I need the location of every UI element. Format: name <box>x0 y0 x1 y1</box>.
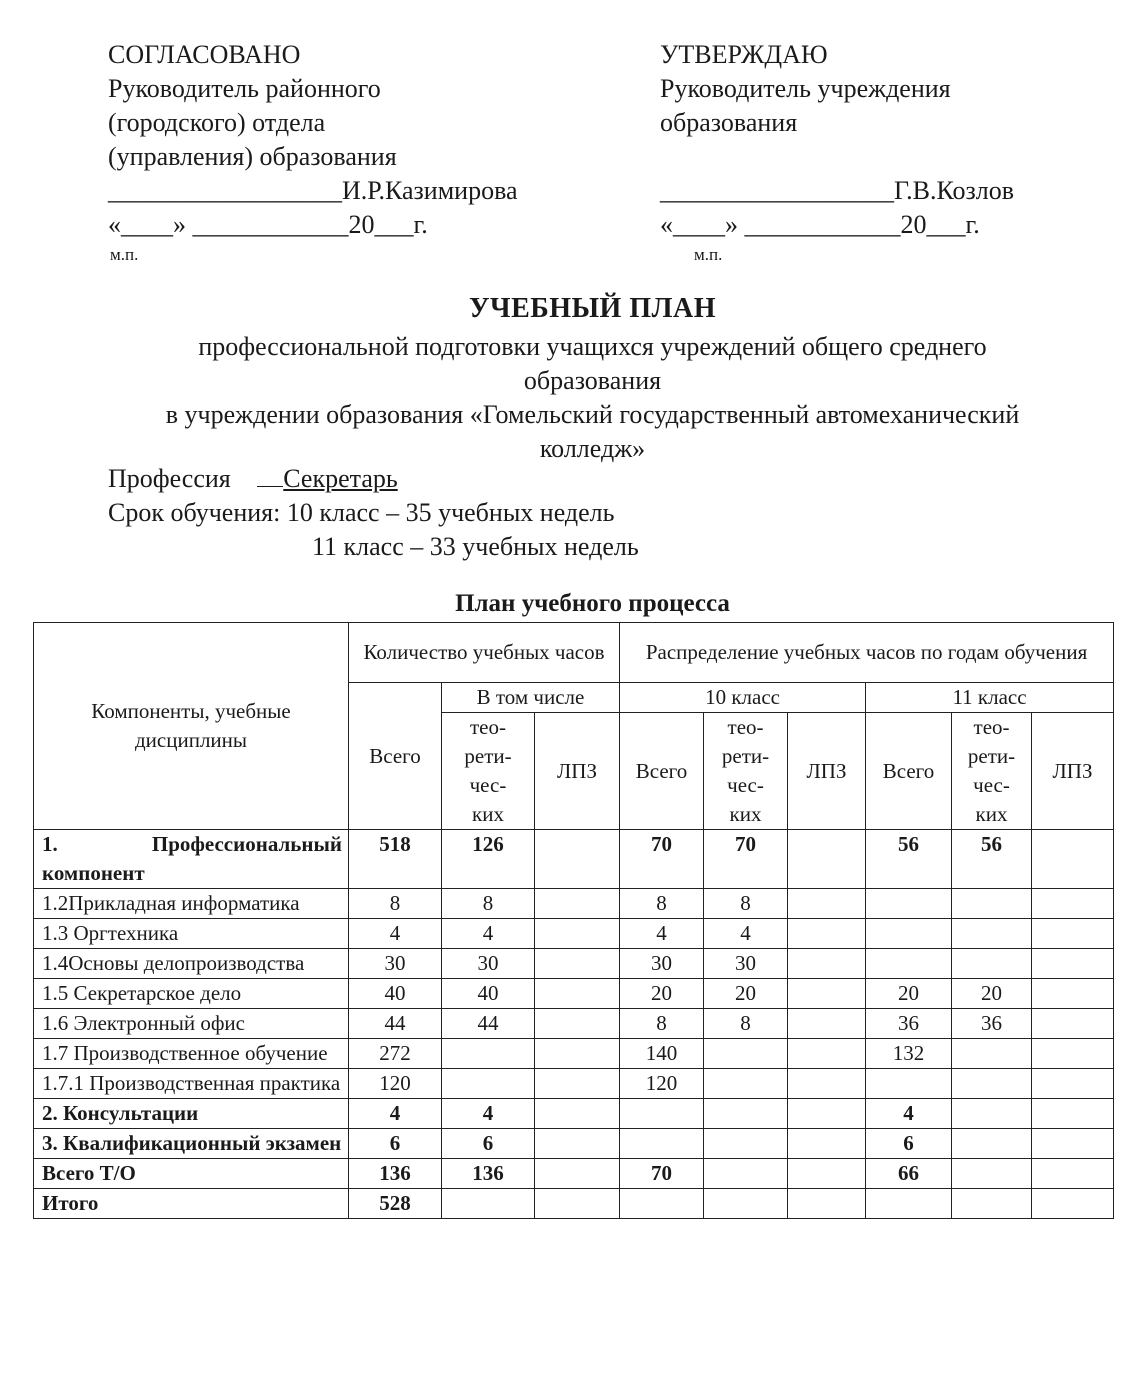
approval-right-line: Руководитель учреждения <box>660 74 951 103</box>
row-cell <box>1032 1009 1114 1039</box>
row-cell <box>535 1129 620 1159</box>
row-cell <box>535 1099 620 1129</box>
row-cell: 136 <box>349 1159 442 1189</box>
table-row <box>34 1099 1114 1129</box>
row-cell: 40 <box>349 979 442 1009</box>
row-cell <box>866 919 952 949</box>
row-discipline-name: 1.7 Производственное обучение <box>34 1039 349 1069</box>
approval-right-stamp: м.п. <box>694 245 723 264</box>
row-cell: 20 <box>704 979 788 1009</box>
header-qty-lpz: ЛПЗ <box>535 713 620 830</box>
row-cell <box>952 1099 1032 1129</box>
header-qty-total: Всего <box>349 683 442 830</box>
subtitle-line: образования <box>523 366 662 395</box>
row-cell: 30 <box>620 949 704 979</box>
row-cell: 4 <box>866 1099 952 1129</box>
header-g11-total: Всего <box>866 713 952 830</box>
row-discipline-name: 1.6 Электронный офис <box>34 1009 349 1039</box>
approval-left-date: «____» ____________20___г. <box>108 210 428 239</box>
row-cell: 70 <box>620 1159 704 1189</box>
row-cell: 518 <box>349 830 442 889</box>
row-cell: 528 <box>349 1189 442 1219</box>
row-cell <box>535 979 620 1009</box>
row-cell <box>1032 979 1114 1009</box>
row-cell <box>952 1129 1032 1159</box>
row-cell <box>952 1069 1032 1099</box>
row-cell: 8 <box>620 1009 704 1039</box>
row-cell <box>535 949 620 979</box>
row-discipline-name: 1.2Прикладная информатика <box>34 889 349 919</box>
row-cell: 132 <box>866 1039 952 1069</box>
row-cell: 4 <box>704 919 788 949</box>
row-discipline-name: 3. Квалификационный экзамен <box>34 1129 349 1159</box>
row-cell <box>866 1069 952 1099</box>
row-cell: 20 <box>952 979 1032 1009</box>
row-cell <box>788 1099 866 1129</box>
table-row <box>34 919 1114 949</box>
row-cell <box>535 1189 620 1219</box>
header-g10-theory: тео- рети- чес- ких <box>704 713 788 830</box>
document-title: УЧЕБНЫЙ ПЛАН <box>469 293 716 324</box>
row-cell: 120 <box>349 1069 442 1099</box>
table-row <box>34 830 1114 889</box>
approval-right-spacer <box>660 140 1014 174</box>
row-cell <box>788 1009 866 1039</box>
row-cell <box>535 1009 620 1039</box>
row-discipline-name: 1.4Основы делопроизводства <box>34 949 349 979</box>
row-cell <box>952 949 1032 979</box>
row-cell <box>535 889 620 919</box>
row-cell: 44 <box>442 1009 535 1039</box>
row-cell <box>620 1189 704 1219</box>
row-cell <box>620 1099 704 1129</box>
row-cell: 6 <box>349 1129 442 1159</box>
header-g10-total: Всего <box>620 713 704 830</box>
row-cell <box>442 1039 535 1069</box>
row-cell: 66 <box>866 1159 952 1189</box>
row-cell <box>704 1069 788 1099</box>
row-cell <box>788 1189 866 1219</box>
row-cell <box>788 1039 866 1069</box>
row-cell <box>788 1129 866 1159</box>
row-discipline-name: 1. Профессиональный компонент <box>34 830 349 889</box>
row-cell: 56 <box>952 830 1032 889</box>
row-cell <box>788 949 866 979</box>
row-cell: 8 <box>349 889 442 919</box>
profession-line <box>108 462 398 496</box>
table-row <box>34 1039 1114 1069</box>
row-cell <box>1032 889 1114 919</box>
profession-label: Профессия <box>108 464 231 493</box>
header-g11-lpz: ЛПЗ <box>1032 713 1114 830</box>
header-qty: Количество учебных часов <box>349 623 620 683</box>
row-cell <box>952 1039 1032 1069</box>
row-cell: 36 <box>952 1009 1032 1039</box>
table-row <box>34 889 1114 919</box>
row-cell: 6 <box>442 1129 535 1159</box>
row-cell: 4 <box>349 1099 442 1129</box>
table-row <box>34 1129 1114 1159</box>
row-cell <box>866 889 952 919</box>
row-cell <box>1032 1069 1114 1099</box>
approval-left-stamp: м.п. <box>110 245 139 264</box>
row-cell <box>788 1159 866 1189</box>
row-discipline-name: 1.5 Секретарское дело <box>34 979 349 1009</box>
subtitle-line: в учреждении образования «Гомельский государственный автомеханический <box>165 400 1020 429</box>
row-cell: 8 <box>704 889 788 919</box>
row-cell <box>535 919 620 949</box>
row-cell: 36 <box>866 1009 952 1039</box>
row-cell <box>1032 1039 1114 1069</box>
header-g11-theory: тео- рети- чес- ких <box>952 713 1032 830</box>
row-discipline-name: Всего Т/О <box>34 1159 349 1189</box>
approval-left-line: (управления) образования <box>108 142 397 171</box>
row-cell <box>1032 1129 1114 1159</box>
row-cell: 44 <box>349 1009 442 1039</box>
row-cell <box>952 1189 1032 1219</box>
header-grade10: 10 класс <box>620 683 866 713</box>
approval-left-block <box>108 38 518 266</box>
row-cell: 30 <box>442 949 535 979</box>
row-cell: 8 <box>704 1009 788 1039</box>
table-row <box>34 1159 1114 1189</box>
row-cell <box>866 949 952 979</box>
header-distribution: Распределение учебных часов по годам обучения <box>620 623 1114 683</box>
row-cell <box>442 1069 535 1099</box>
document-subtitle <box>100 330 1085 466</box>
row-cell <box>1032 1159 1114 1189</box>
table-row <box>34 949 1114 979</box>
approval-right-date: «____» ____________20___г. <box>660 210 980 239</box>
row-cell <box>535 830 620 889</box>
table-title: План учебного процесса <box>455 590 730 617</box>
row-cell: 272 <box>349 1039 442 1069</box>
row-cell <box>952 919 1032 949</box>
profession-value: Секретарь <box>283 464 398 493</box>
row-cell <box>704 1039 788 1069</box>
row-cell: 126 <box>442 830 535 889</box>
approval-right-block <box>660 38 1014 266</box>
row-discipline-name: 1.7.1 Производственная практика <box>34 1069 349 1099</box>
row-cell <box>788 1069 866 1099</box>
row-cell <box>788 889 866 919</box>
table-body <box>34 830 1114 1219</box>
row-cell <box>704 1159 788 1189</box>
row-discipline-name: 1.3 Оргтехника <box>34 919 349 949</box>
row-cell <box>704 1099 788 1129</box>
row-cell: 40 <box>442 979 535 1009</box>
row-cell <box>1032 949 1114 979</box>
row-cell: 8 <box>620 889 704 919</box>
row-cell <box>535 1069 620 1099</box>
row-cell: 6 <box>866 1129 952 1159</box>
header-components: Компоненты, учебные дисциплины <box>34 623 349 830</box>
approval-right-line: образования <box>660 108 798 137</box>
approval-left-line: Руководитель районного <box>108 74 381 103</box>
row-cell: 30 <box>704 949 788 979</box>
row-cell: 30 <box>349 949 442 979</box>
subtitle-line: профессиональной подготовки учащихся учреждений общего среднего <box>198 332 987 361</box>
row-cell <box>866 1189 952 1219</box>
row-cell <box>442 1189 535 1219</box>
header-qty-theory: тео- рети- чес- ких <box>442 713 535 830</box>
row-cell <box>620 1129 704 1159</box>
approval-left-heading: СОГЛАСОВАНО <box>108 40 301 69</box>
approval-right-signature: __________________Г.В.Козлов <box>660 176 1015 205</box>
header-incl: В том числе <box>442 683 620 713</box>
row-cell: 20 <box>620 979 704 1009</box>
row-cell: 4 <box>442 1099 535 1129</box>
approval-right-heading: УТВЕРЖДАЮ <box>660 40 828 69</box>
term-block <box>108 496 639 564</box>
term-line-2: 11 класс – 33 учебных недель <box>312 532 639 561</box>
approval-left-signature: __________________И.Р.Казимирова <box>108 176 518 205</box>
row-cell: 4 <box>620 919 704 949</box>
table-row <box>34 979 1114 1009</box>
row-cell <box>535 1159 620 1189</box>
row-cell <box>535 1039 620 1069</box>
row-cell <box>1032 919 1114 949</box>
header-g10-lpz: ЛПЗ <box>788 713 866 830</box>
curriculum-table <box>33 622 1114 1219</box>
table-row <box>34 1009 1114 1039</box>
subtitle-line: колледж» <box>539 434 646 463</box>
table-row <box>34 1069 1114 1099</box>
row-cell: 120 <box>620 1069 704 1099</box>
term-line-1: Срок обучения: 10 класс – 35 учебных недель <box>108 498 615 527</box>
row-cell <box>704 1189 788 1219</box>
row-cell: 4 <box>442 919 535 949</box>
row-cell: 136 <box>442 1159 535 1189</box>
row-cell: 56 <box>866 830 952 889</box>
row-discipline-name: Итого <box>34 1189 349 1219</box>
row-cell <box>952 889 1032 919</box>
row-cell: 8 <box>442 889 535 919</box>
row-cell <box>788 919 866 949</box>
row-cell <box>788 830 866 889</box>
row-cell <box>952 1159 1032 1189</box>
row-cell: 140 <box>620 1039 704 1069</box>
row-cell: 4 <box>349 919 442 949</box>
row-cell <box>1032 1189 1114 1219</box>
row-cell: 20 <box>866 979 952 1009</box>
header-grade11: 11 класс <box>866 683 1114 713</box>
table-row <box>34 1189 1114 1219</box>
row-cell <box>1032 830 1114 889</box>
row-cell <box>704 1129 788 1159</box>
row-cell <box>1032 1099 1114 1129</box>
approval-left-line: (городского) отдела <box>108 108 326 137</box>
row-cell: 70 <box>620 830 704 889</box>
row-discipline-name: 2. Консультации <box>34 1099 349 1129</box>
row-cell: 70 <box>704 830 788 889</box>
row-cell <box>788 979 866 1009</box>
